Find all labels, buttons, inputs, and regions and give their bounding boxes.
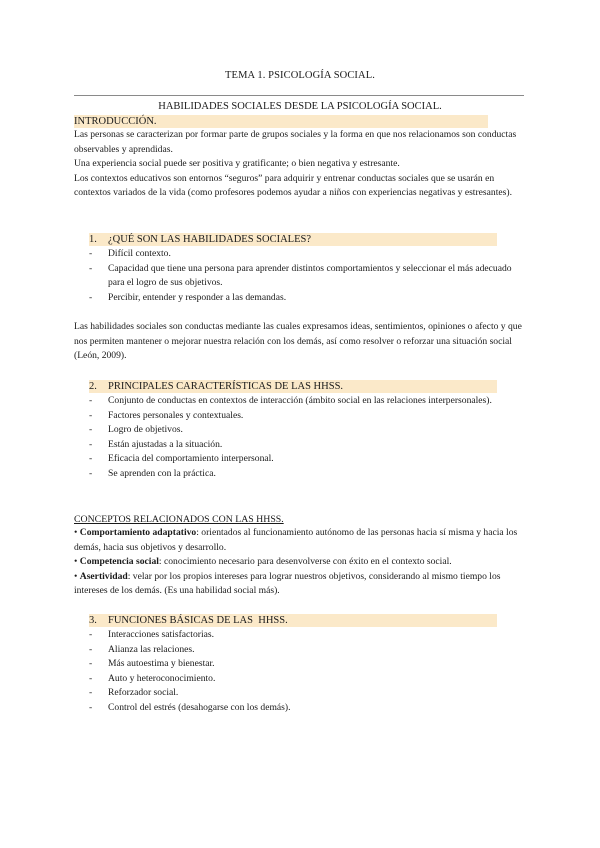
section-3-number: 3. xyxy=(89,615,97,626)
list-marker: - xyxy=(89,248,93,259)
section-1-paragraph xyxy=(74,320,526,364)
list-marker: - xyxy=(89,262,93,274)
list-marker: - xyxy=(89,424,93,436)
section-2-number: 2. xyxy=(89,381,97,392)
section-1-number: 1. xyxy=(89,234,97,245)
section-3-heading xyxy=(89,614,497,627)
list-item-text: Se aprenden con la práctica. xyxy=(108,467,216,479)
list-item xyxy=(89,701,519,716)
list-item xyxy=(89,394,519,409)
list-marker: - xyxy=(89,438,93,450)
list-item xyxy=(89,467,519,482)
bullet-marker: • xyxy=(74,556,78,568)
section-2-list xyxy=(89,394,519,482)
list-item-text: Capacidad que tiene una persona para aprender distintos comportamientos y seleccionar el más adecuado para el logro de sus objetivos. xyxy=(108,262,512,289)
concept-text: : conocimiento necesario para desenvolverse con éxito en el contexto social. xyxy=(158,556,452,568)
concept-item xyxy=(74,555,526,570)
intro-paragraph-2: Una experiencia social puede ser positiva y gratificante; o bien negativa y estresante. xyxy=(74,158,400,170)
list-marker: - xyxy=(89,687,93,699)
list-item-text: Eficacia del comportamiento interpersonal. xyxy=(108,453,274,465)
concept-term: Asertividad xyxy=(79,570,128,582)
list-marker: - xyxy=(89,291,93,303)
intro-paragraph-3: Los contextos educativos son entornos “seguros” para adquirir y entrenar conductas sociales que se usarán en contextos variados de la vida (como profesores podemos ayudar a niños con experiencias negativas y estresantes). xyxy=(74,172,512,199)
list-item xyxy=(89,657,519,672)
list-item-text: Auto y heteroconocimiento. xyxy=(108,672,216,684)
list-marker: - xyxy=(89,658,93,670)
list-item-text: Percibir, entender y responder a las demandas. xyxy=(108,291,287,303)
bullet-marker: • xyxy=(74,570,78,582)
list-marker: - xyxy=(89,409,93,421)
section-2-heading-text: PRINCIPALES CARACTERÍSTICAS DE LAS HHSS. xyxy=(108,381,344,392)
list-item xyxy=(89,409,519,424)
list-item-text: Control del estrés (desahogarse con los demás). xyxy=(108,701,291,713)
list-item-text: Difícil contexto. xyxy=(108,248,171,259)
definition-paragraph: Las habilidades sociales son conductas mediante las cuales expresamos ideas, sentimientos, opiniones o afecto y que nos permiten mantener o mejorar nuestra relación con los demás, así como resolver o reforzar una situación social (León, 2009). xyxy=(74,321,522,362)
list-item-text: Más autoestima y bienestar. xyxy=(108,658,215,670)
list-item xyxy=(89,247,519,262)
list-item xyxy=(89,438,519,453)
list-item-text: Interacciones satisfactorias. xyxy=(108,629,215,640)
header-divider xyxy=(74,95,524,96)
list-marker: - xyxy=(89,672,93,684)
concept-item xyxy=(74,570,526,599)
intro-heading xyxy=(74,115,488,128)
concept-text: : orientados al funcionamiento autónomo de las personas hacia sí misma y hacia los demás, hacia sus objetivos y desarrollo. xyxy=(74,527,518,553)
list-item-text: Logro de objetivos. xyxy=(108,424,183,436)
concept-term: Comportamiento adaptativo xyxy=(79,527,197,538)
concept-text: : velar por los propios intereses para lograr nuestros objetivos, considerando al mismo tiempo los intereses de los demás. (Es una habilidad social más). xyxy=(74,570,501,597)
section-1-heading-text: ¿QUÉ SON LAS HABILIDADES SOCIALES? xyxy=(108,234,311,245)
intro-paragraph-1: Las personas se caracterizan por formar parte de grupos sociales y la forma en que nos relacionamos son conductas observables y aprendidas. xyxy=(74,129,517,155)
concepts-heading: CONCEPTOS RELACIONADOS CON LAS HHSS. xyxy=(74,514,284,525)
concept-item xyxy=(74,526,526,555)
intro-heading-text: INTRODUCCIÓN. xyxy=(74,116,157,127)
concepts-list xyxy=(74,526,526,599)
section-2-heading xyxy=(89,380,497,393)
list-item-text: Reforzador social. xyxy=(108,687,179,699)
list-item xyxy=(89,643,519,658)
list-marker: - xyxy=(89,467,93,479)
intro-body xyxy=(74,128,526,201)
list-marker: - xyxy=(89,629,93,640)
document-title: TEMA 1. PSICOLOGÍA SOCIAL. xyxy=(225,70,375,81)
list-item-text: Factores personales y contextuales. xyxy=(108,409,244,421)
list-item-text: Alianza las relaciones. xyxy=(108,643,195,655)
list-marker: - xyxy=(89,643,93,655)
list-item xyxy=(89,686,519,701)
list-item xyxy=(89,672,519,687)
bullet-marker: • xyxy=(74,527,78,538)
list-marker: - xyxy=(89,701,93,713)
list-item-text: Conjunto de conductas en contextos de interacción (ámbito social en las relaciones interpersonales). xyxy=(108,395,492,406)
section-3-list xyxy=(89,628,519,716)
list-item-text: Están ajustadas a la situación. xyxy=(108,438,223,450)
list-item xyxy=(89,262,519,291)
section-1-list xyxy=(89,247,519,305)
list-item xyxy=(89,452,519,467)
list-marker: - xyxy=(89,395,93,406)
document-subtitle: HABILIDADES SOCIALES DESDE LA PSICOLOGÍA SOCIAL. xyxy=(158,101,442,112)
list-marker: - xyxy=(89,453,93,465)
section-3-heading-text: FUNCIONES BÁSICAS DE LAS HHSS. xyxy=(108,615,288,626)
concept-term: Competencia social xyxy=(79,556,159,568)
list-item xyxy=(89,291,519,306)
section-1-heading xyxy=(89,233,497,246)
list-item xyxy=(89,628,519,643)
list-item xyxy=(89,423,519,438)
